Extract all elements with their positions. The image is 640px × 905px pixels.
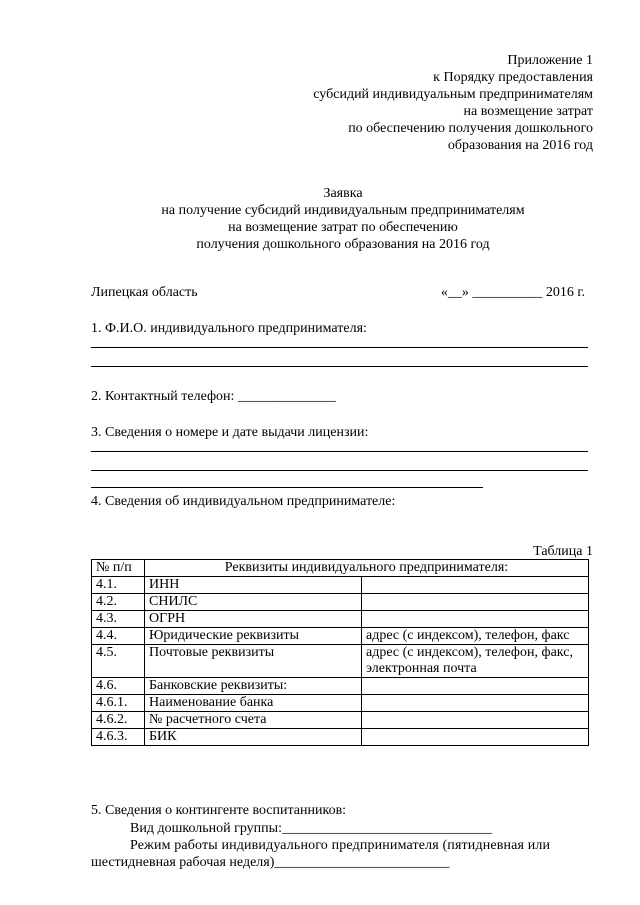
row-num: 4.4. — [92, 628, 145, 645]
row-value — [362, 678, 589, 695]
work-mode-line-1: Режим работы индивидуального предпринимателя (пятидневная или — [130, 838, 551, 853]
work-mode-line-2: шестидневная рабочая неделя)_________________________ — [91, 855, 450, 870]
row-num: 4.2. — [92, 594, 145, 611]
row-name: Почтовые реквизиты — [145, 645, 362, 678]
section-2-label — [91, 388, 336, 405]
row-name: № расчетного счета — [145, 712, 362, 729]
blank-line — [91, 451, 588, 452]
row-num: 4.5. — [92, 645, 145, 678]
blank-line — [91, 470, 588, 471]
appendix-line: на возмещение затрат — [463, 104, 593, 119]
appendix-line: к Порядку предоставления — [433, 70, 593, 85]
appendix-line: Приложение 1 — [507, 53, 593, 68]
blank-line — [91, 347, 588, 348]
table-row — [92, 729, 589, 746]
row-value — [362, 611, 589, 628]
table-row — [92, 611, 589, 628]
row-num: 4.6.2. — [92, 712, 145, 729]
phone-label: 2. Контактный телефон: — [91, 389, 235, 404]
title-line: на возмещение затрат по обеспечению — [228, 220, 458, 235]
row-value — [362, 729, 589, 746]
section-4-label: 4. Сведения об индивидуальном предпринимателе: — [91, 494, 396, 509]
title-line: Заявка — [323, 186, 363, 201]
appendix-line: по обеспечению получения дошкольного — [348, 121, 593, 136]
row-name: ИНН — [145, 577, 362, 594]
row-name: ОГРН — [145, 611, 362, 628]
group-type-line: Вид дошкольной группы:______________________________ — [130, 821, 492, 836]
table-row — [92, 628, 589, 645]
row-num: 4.6.3. — [92, 729, 145, 746]
row-num: 4.3. — [92, 611, 145, 628]
phone-blank: ______________ — [237, 389, 336, 404]
row-value — [362, 695, 589, 712]
row-num: 4.6.1. — [92, 695, 145, 712]
table-row — [92, 678, 589, 695]
row-name: СНИЛС — [145, 594, 362, 611]
row-name: Банковские реквизиты: — [145, 678, 362, 695]
section-5-label: 5. Сведения о контингенте воспитанников: — [91, 803, 347, 818]
row-value: адрес (с индексом), телефон, факс — [362, 628, 589, 645]
row-value: адрес (с индексом), телефон, факс, электронная почта — [362, 645, 589, 678]
row-num: 4.6. — [92, 678, 145, 695]
table-row — [92, 594, 589, 611]
table-caption: Таблица 1 — [533, 544, 593, 559]
header-num: № п/п — [92, 560, 145, 577]
table-row — [92, 695, 589, 712]
section-1-label: 1. Ф.И.О. индивидуального предпринимателя: — [91, 321, 367, 336]
blank-line — [91, 366, 588, 367]
table-row — [92, 645, 589, 678]
section-3-label: 3. Сведения о номере и дате выдачи лицензии: — [91, 425, 369, 440]
row-name: Юридические реквизиты — [145, 628, 362, 645]
title-line: получения дошкольного образования на 2016 год — [196, 237, 490, 252]
row-name: Наименование банка — [145, 695, 362, 712]
blank-line — [91, 487, 483, 488]
table-row — [92, 577, 589, 594]
row-name: БИК — [145, 729, 362, 746]
region: Липецкая область — [91, 285, 198, 300]
details-table — [91, 559, 589, 746]
row-value — [362, 577, 589, 594]
appendix-line: субсидий индивидуальным предпринимателям — [313, 87, 593, 102]
header-details: Реквизиты индивидуального предпринимателя: — [145, 560, 589, 577]
table-header-row — [92, 560, 589, 577]
row-value — [362, 712, 589, 729]
date-line: «__» __________ 2016 г. — [440, 285, 585, 300]
title-line: на получение субсидий индивидуальным предпринимателям — [161, 203, 525, 218]
appendix-line: образования на 2016 год — [447, 138, 593, 153]
row-value — [362, 594, 589, 611]
row-num: 4.1. — [92, 577, 145, 594]
table-row — [92, 712, 589, 729]
